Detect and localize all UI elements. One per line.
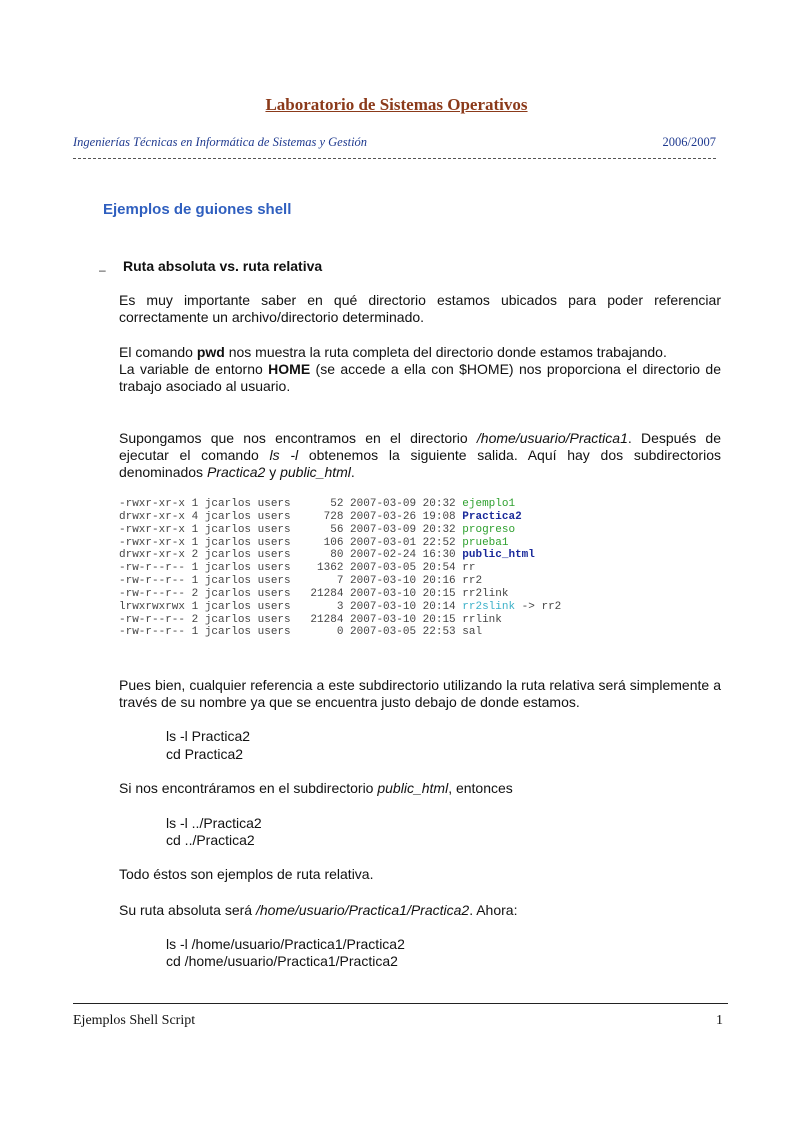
listing-row <box>119 601 561 614</box>
listing-row-filename: rr2link <box>462 587 509 600</box>
listing-row-filename: prueba1 <box>462 536 509 549</box>
listing-row-filename: sal <box>462 626 483 639</box>
path-absolute: /home/usuario/Practica1/Practica2 <box>255 902 470 918</box>
listing-row-link-target: -> rr2 <box>515 600 562 613</box>
section-heading: Ejemplos de guiones shell <box>103 201 292 218</box>
paragraph-public-html: Si nos encontráramos en el subdirectorio public_html, entonces <box>119 780 513 796</box>
command-line: ls -l Practica2 <box>166 728 251 744</box>
paragraph-relative-summary: Todo éstos son ejemplos de ruta relativa. <box>119 866 374 882</box>
command-line: ls -l /home/usuario/Practica1/Practica2 <box>166 936 405 952</box>
variable-home: HOME <box>268 361 311 377</box>
listing-row-filename: rrlink <box>462 613 502 626</box>
listing-row-filename: rr2slink <box>462 600 516 613</box>
dir-practica2: Practica2 <box>206 464 266 480</box>
listing-row-attributes: -rw-r--r-- 2 jcarlos users 21284 2007-03-10 20:15 <box>119 613 463 626</box>
listing-row <box>119 537 561 550</box>
listing-row-attributes: drwxr-xr-x 4 jcarlos users 728 2007-03-26 19:08 <box>119 510 463 523</box>
listing-row-attributes: lrwxrwxrwx 1 jcarlos users 3 2007-03-10 20:14 <box>119 600 463 613</box>
header-divider <box>73 158 716 159</box>
header-subtitle: Ingenierías Técnicas en Informática de Sistemas y Gestión <box>73 135 368 149</box>
command-ls: ls -l <box>269 447 299 463</box>
listing-row-attributes: -rwxr-xr-x 1 jcarlos users 106 2007-03-01 22:52 <box>119 536 463 549</box>
listing-row <box>119 549 561 562</box>
listing-row <box>119 511 561 524</box>
paragraph-home: La variable de entorno HOME (se accede a ella con $HOME) nos proporciona el directorio de trabajo asociado al usuario. <box>119 361 721 394</box>
listing-row-attributes: -rw-r--r-- 1 jcarlos users 7 2007-03-10 20:16 <box>119 575 463 588</box>
listing-row <box>119 614 561 627</box>
dir-public-html: public_html <box>280 464 351 480</box>
page-number: 1 <box>716 1013 723 1028</box>
footer-title: Ejemplos Shell Script <box>73 1013 196 1028</box>
listing-row <box>119 562 561 575</box>
ls-output-listing <box>119 498 561 639</box>
listing-row-attributes: -rw-r--r-- 1 jcarlos users 1362 2007-03-05 20:54 <box>119 562 463 575</box>
dir-public-html: public_html <box>377 780 449 796</box>
command-line: cd Practica2 <box>166 746 244 762</box>
paragraph-example: Supongamos que nos encontramos en el directorio /home/usuario/Practica1. Después de ejecutar el comando ls -l obtenemos la siguiente salida. Aquí hay dos subdirectorios denominados Practica2 y public_html. <box>119 430 721 480</box>
listing-row-filename: progreso <box>462 523 516 536</box>
paragraph-pwd: El comando pwd nos muestra la ruta completa del directorio donde estamos trabajando. <box>119 344 667 360</box>
listing-row-filename: rr <box>462 562 476 575</box>
listing-row-filename: ejemplo1 <box>462 498 516 510</box>
listing-row-attributes: -rwxr-xr-x 1 jcarlos users 52 2007-03-09 20:32 <box>119 498 463 510</box>
paragraph-relative: Pues bien, cualquier referencia a este subdirectorio utilizando la ruta relativa será simplemente a través de su nombre ya que se encuentra justo debajo de donde estamos. <box>119 677 721 710</box>
listing-row <box>119 575 561 588</box>
listing-row <box>119 524 561 537</box>
document-title: Laboratorio de Sistemas Operativos <box>265 95 528 114</box>
listing-row-filename: public_html <box>462 549 535 562</box>
subsection-title: Ruta absoluta vs. ruta relativa <box>123 258 323 274</box>
listing-row-filename: Practica2 <box>462 510 522 523</box>
listing-row-attributes: drwxr-xr-x 2 jcarlos users 80 2007-02-24 16:30 <box>119 549 463 562</box>
listing-row-attributes: -rw-r--r-- 2 jcarlos users 21284 2007-03-10 20:15 <box>119 587 463 600</box>
command-line: cd ../Practica2 <box>166 832 255 848</box>
footer-divider <box>73 1003 728 1004</box>
listing-row-attributes: -rwxr-xr-x 1 jcarlos users 56 2007-03-09 20:32 <box>119 523 463 536</box>
listing-row <box>119 588 561 601</box>
header-year: 2006/2007 <box>662 135 716 149</box>
path-practica1: /home/usuario/Practica1 <box>476 430 628 446</box>
command-line: ls -l ../Practica2 <box>166 815 262 831</box>
listing-row-filename: rr2 <box>462 575 483 588</box>
listing-row <box>119 498 561 511</box>
paragraph-intro: Es muy importante saber en qué directorio estamos ubicados para poder referenciar correctamente un archivo/directorio determinado. <box>119 292 721 325</box>
command-line: cd /home/usuario/Practica1/Practica2 <box>166 953 398 969</box>
command-pwd: pwd <box>196 344 225 360</box>
bullet-marker: – <box>99 263 106 277</box>
listing-row <box>119 626 561 639</box>
paragraph-absolute: Su ruta absoluta será /home/usuario/Practica1/Practica2. Ahora: <box>119 902 518 918</box>
listing-row-attributes: -rw-r--r-- 1 jcarlos users 0 2007-03-05 22:53 <box>119 626 463 639</box>
